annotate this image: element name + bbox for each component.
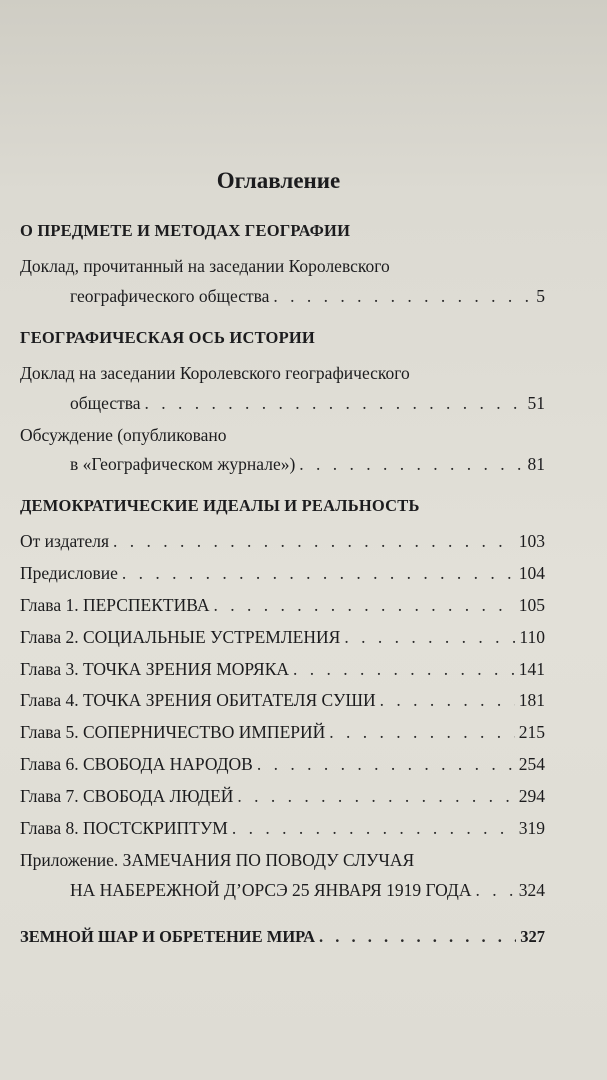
toc-entry bbox=[20, 927, 545, 947]
section-heading: ГЕОГРАФИЧЕСКАЯ ОСЬ ИСТОРИИ bbox=[20, 328, 315, 347]
entry-text: От издателя bbox=[20, 531, 110, 551]
entry-text: Глава 2. СОЦИАЛЬНЫЕ УСТРЕМЛЕНИЯ bbox=[20, 627, 341, 647]
entry-text: Глава 5. СОПЕРНИЧЕСТВО ИМПЕРИЙ bbox=[20, 722, 326, 742]
page-number: 327 bbox=[520, 927, 545, 946]
toc-entry bbox=[20, 595, 545, 616]
toc-entry bbox=[20, 818, 545, 839]
entry-text: Глава 8. ПОСТСКРИПТУМ bbox=[20, 818, 228, 838]
section-heading: ДЕМОКРАТИЧЕСКИЕ ИДЕАЛЫ И РЕАЛЬНОСТЬ bbox=[20, 496, 420, 515]
page-number: 181 bbox=[518, 690, 545, 710]
dot-leader bbox=[344, 627, 515, 648]
entry-text: Предисловие bbox=[20, 563, 118, 583]
entry-text: Глава 1. ПЕРСПЕКТИВА bbox=[20, 595, 210, 615]
entry-text: Глава 7. СВОБОДА ЛЮДЕЙ bbox=[20, 786, 234, 806]
toc-entry bbox=[20, 531, 545, 552]
entry-line: Доклад, прочитанный на заседании Королевского bbox=[20, 256, 390, 276]
toc-entry bbox=[20, 786, 545, 807]
page-number: 81 bbox=[527, 454, 545, 474]
page-number: 254 bbox=[518, 754, 545, 774]
dot-leader bbox=[299, 454, 523, 475]
page-number: 110 bbox=[519, 627, 545, 647]
dot-leader bbox=[273, 286, 532, 307]
dot-leader bbox=[113, 531, 515, 552]
toc-entry bbox=[20, 690, 545, 711]
entry-line: Приложение. ЗАМЕЧАНИЯ ПО ПОВОДУ СЛУЧАЯ bbox=[20, 850, 415, 870]
toc-entry bbox=[70, 454, 545, 475]
toc-entry bbox=[20, 627, 545, 648]
dot-leader bbox=[257, 754, 515, 775]
section-heading: О ПРЕДМЕТЕ И МЕТОДАХ ГЕОГРАФИИ bbox=[20, 221, 351, 240]
entry-text: географического общества bbox=[70, 286, 270, 306]
toc-entry bbox=[20, 563, 545, 584]
page-number: 105 bbox=[518, 595, 545, 615]
toc-entry bbox=[20, 722, 545, 743]
page-number: 324 bbox=[518, 880, 545, 900]
dot-leader bbox=[145, 393, 524, 414]
page-number: 103 bbox=[518, 531, 545, 551]
dot-leader bbox=[475, 880, 514, 901]
page-number: 104 bbox=[518, 563, 545, 583]
entry-text: общества bbox=[70, 393, 141, 413]
toc-entry bbox=[20, 754, 545, 775]
entry-text: Глава 3. ТОЧКА ЗРЕНИЯ МОРЯКА bbox=[20, 659, 290, 679]
dot-leader bbox=[380, 690, 515, 711]
toc-entry bbox=[20, 659, 545, 680]
entry-line: Доклад на заседании Королевского географического bbox=[20, 363, 410, 383]
dot-leader bbox=[319, 927, 516, 947]
entry-text: Глава 6. СВОБОДА НАРОДОВ bbox=[20, 754, 253, 774]
toc-title: Оглавление bbox=[216, 168, 341, 193]
page-number: 51 bbox=[527, 393, 545, 413]
entry-text: Глава 4. ТОЧКА ЗРЕНИЯ ОБИТАТЕЛЯ СУШИ bbox=[20, 690, 376, 710]
page-number: 319 bbox=[518, 818, 545, 838]
entry-text: НА НАБЕРЕЖНОЙ Д’ОРСЭ 25 ЯНВАРЯ 1919 ГОДА bbox=[70, 880, 472, 900]
dot-leader bbox=[237, 786, 514, 807]
section-heading: ЗЕМНОЙ ШАР И ОБРЕТЕНИЕ МИРА bbox=[20, 927, 316, 946]
toc-entry bbox=[70, 286, 545, 307]
dot-leader bbox=[213, 595, 514, 616]
page-number: 141 bbox=[518, 659, 545, 679]
page-number: 294 bbox=[518, 786, 545, 806]
dot-leader bbox=[293, 659, 515, 680]
entry-text: в «Географическом журнале») bbox=[70, 454, 296, 474]
page-number: 5 bbox=[536, 286, 545, 306]
dot-leader bbox=[122, 563, 515, 584]
dot-leader bbox=[329, 722, 514, 743]
page-number: 215 bbox=[518, 722, 545, 742]
toc-entry bbox=[70, 880, 545, 901]
entry-line: Обсуждение (опубликовано bbox=[20, 425, 227, 445]
dot-leader bbox=[232, 818, 515, 839]
toc-entry bbox=[70, 393, 545, 414]
